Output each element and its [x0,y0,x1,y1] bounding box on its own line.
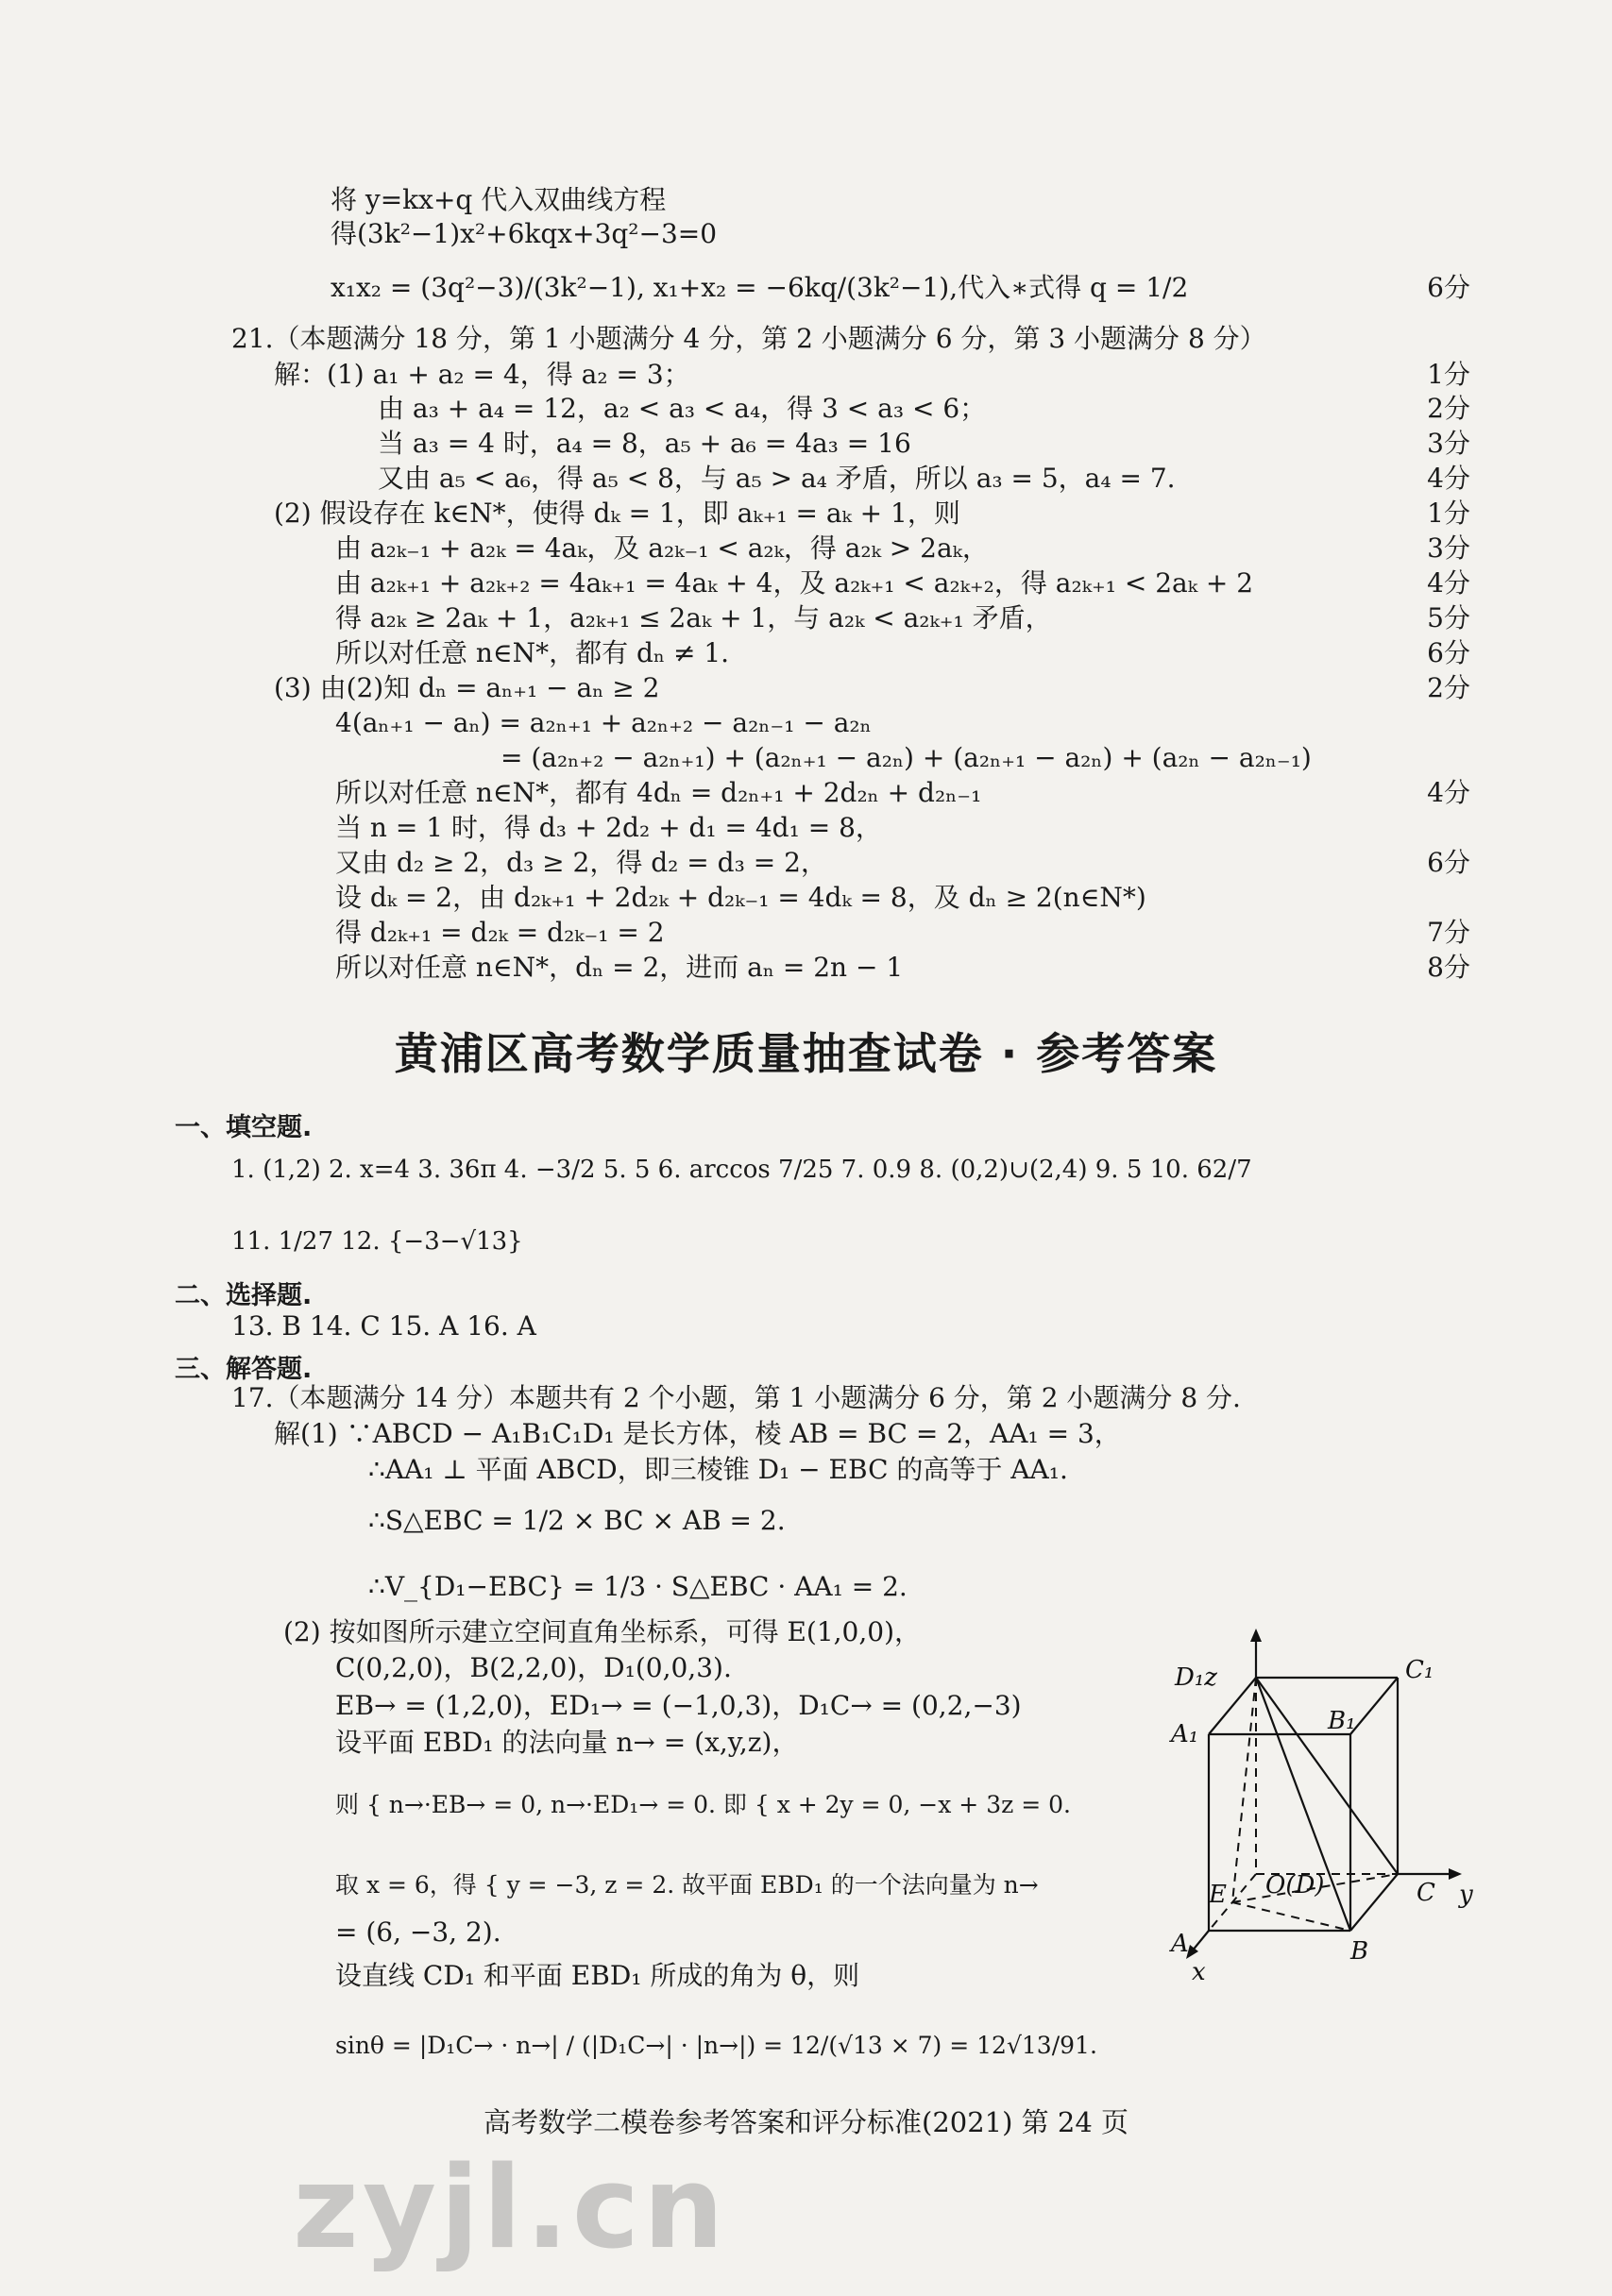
label-C1: C₁ [1405,1656,1434,1684]
label-A: A [1171,1930,1189,1958]
q21-line: 由 a₃ + a₄ = 12，a₂ < a₃ < a₄，得 3 < a₃ < 6； [378,393,987,424]
q21-line: 所以对任意 n∈N*，都有 4dₙ = d₂ₙ₊₁ + 2d₂ₙ + d₂ₙ₋₁ [335,777,982,808]
z-arrow [1250,1629,1262,1642]
q21-line: 解：(1) a₁ + a₂ = 4，得 a₂ = 3； [274,359,690,390]
choice-answers: 13. B 14. C 15. A 16. A [231,1310,536,1342]
section-heading: 三、解答题. [175,1355,313,1384]
q17-line: 设平面 EBD₁ 的法向量 n→ = (x,y,z)， [335,1727,799,1758]
score: 6分 [1427,847,1470,878]
segment-D1C [1256,1678,1398,1874]
continuation-line: x₁x₂ = (3q²−3)/(3k²−1), x₁+x₂ = −6kq/(3k²−1),代入∗式得 q = 1/2 [331,272,1189,303]
label-A1: A₁ [1171,1720,1199,1748]
segment-D1E [1232,1678,1256,1902]
label-B: B [1350,1937,1369,1966]
q17-line: sinθ = |D₁C→ · n→| / (|D₁C→| · |n→|) = 12/(√13 × 7) = 12√13/91. [335,2032,1097,2059]
score: 7分 [1427,917,1470,948]
q17-line: C(0,2,0)，B(2,2,0)，D₁(0,0,3). [335,1652,732,1683]
label-B1: B₁ [1328,1707,1356,1735]
label-C: C [1417,1879,1435,1907]
watermark: zyjl.cn [293,2143,728,2274]
page-footer: 高考数学二模卷参考答案和评分标准(2021) 第 24 页 [484,2106,1128,2138]
score: 3分 [1427,428,1470,459]
q17-line: ∴S△EBC = 1/2 × BC × AB = 2. [368,1505,786,1536]
label-y: y [1459,1881,1473,1909]
edge-B1C1 [1350,1678,1398,1734]
q21-line: 所以对任意 n∈N*，dₙ = 2，进而 aₙ = 2n − 1 [335,952,904,983]
q17-line: 解(1) ∵ABCD − A₁B₁C₁D₁ 是长方体，棱 AB = BC = 2，AA₁ = 3， [274,1418,1121,1449]
q21-line: 得 d₂ₖ₊₁ = d₂ₖ = d₂ₖ₋₁ = 2 [335,917,665,948]
page-title: 黄浦区高考数学质量抽查试卷 · 参考答案 [394,1028,1218,1079]
q21-line: 由 a₂ₖ₋₁ + a₂ₖ = 4aₖ，及 a₂ₖ₋₁ < a₂ₖ，得 a₂ₖ > 2aₖ， [335,532,989,564]
q17-line: 设直线 CD₁ 和平面 EBD₁ 所成的角为 θ，则 [335,1960,860,1991]
continuation-line: 得(3k²−1)x²+6kqx+3q²−3=0 [331,218,718,249]
q17-line: 取 x = 6，得 { y = −3, z = 2. 故平面 EBD₁ 的一个法向量为 n→ [335,1871,1039,1899]
q17-line: 则 { n→·EB→ = 0, n→·ED₁→ = 0. 即 { x + 2y = 0, −x + 3z = 0. [335,1791,1071,1818]
edge-BC [1350,1874,1398,1931]
q21-line: = (a₂ₙ₊₂ − a₂ₙ₊₁) + (a₂ₙ₊₁ − a₂ₙ) + (a₂ₙ₊₁ − a₂ₙ) + (a₂ₙ − a₂ₙ₋₁) [501,742,1312,773]
q21-line: 又由 d₂ ≥ 2，d₃ ≥ 2，得 d₂ = d₃ = 2， [335,847,827,878]
q17-header: 17.（本题满分 14 分）本题共有 2 个小题，第 1 小题满分 6 分，第 2 小题满分 8 分. [231,1382,1241,1413]
y-arrow [1449,1868,1462,1880]
q21-line: 又由 a₅ < a₆，得 a₅ < 8，与 a₅ > a₄ 矛盾，所以 a₃ = 5，a₄ = 7. [378,463,1176,494]
score: 4分 [1427,777,1470,808]
score: 2分 [1427,672,1470,703]
continuation-line: 将 y=kx+q 代入双曲线方程 [331,184,667,215]
q17-line: (2) 按如图所示建立空间直角坐标系，可得 E(1,0,0)， [283,1616,921,1647]
fill-answers: 11. 1/27 12. {−3−√13} [231,1227,523,1256]
label-D1z: D₁z [1175,1663,1217,1692]
score: 8分 [1427,952,1470,983]
q17-line: EB→ = (1,2,0)，ED₁→ = (−1,0,3)，D₁C→ = (0,2,−3) [335,1690,1022,1721]
label-OD: O(D) [1265,1871,1325,1899]
score: 1分 [1427,498,1470,529]
score: 3分 [1427,532,1470,564]
q21-line: 4(aₙ₊₁ − aₙ) = a₂ₙ₊₁ + a₂ₙ₊₂ − a₂ₙ₋₁ − a₂ₙ [335,707,872,738]
segment-EB [1232,1902,1350,1931]
fill-answers: 1. (1,2) 2. x=4 3. 36π 4. −3/2 5. 5 6. arccos 7/25 7. 0.9 8. (0,2)∪(2,4) 9. 5 10. 62/7 [231,1156,1252,1184]
score: 4分 [1427,567,1470,599]
q21-line: (2) 假设存在 k∈N*，使得 dₖ = 1，即 aₖ₊₁ = aₖ + 1，则 [274,498,960,529]
cuboid-figure [1086,1629,1492,1987]
score: 6分 [1427,637,1470,668]
label-E: E [1209,1881,1227,1909]
section-heading: 一、填空题. [175,1113,313,1142]
q17-line: ∴AA₁ ⊥ 平面 ABCD，即三棱锥 D₁ − EBC 的高等于 AA₁. [368,1454,1068,1485]
score: 6分 [1427,272,1470,303]
section-heading: 二、选择题. [175,1281,313,1310]
score: 4分 [1427,463,1470,494]
q17-line: ∴V_{D₁−EBC} = 1/3 · S△EBC · AA₁ = 2. [368,1571,908,1602]
q17-line: = (6, −3, 2). [335,1916,501,1948]
q21-line: (3) 由(2)知 dₙ = aₙ₊₁ − aₙ ≥ 2 [274,672,660,703]
q21-header: 21.（本题满分 18 分，第 1 小题满分 4 分，第 2 小题满分 6 分，第 3 小题满分 8 分） [231,323,1266,354]
q21-line: 当 n = 1 时，得 d₃ + 2d₂ + d₁ = 4d₁ = 8， [335,812,882,843]
score: 2分 [1427,393,1470,424]
q21-line: 所以对任意 n∈N*，都有 dₙ ≠ 1. [335,637,730,668]
label-x: x [1192,1958,1206,1986]
q21-line: 由 a₂ₖ₊₁ + a₂ₖ₊₂ = 4aₖ₊₁ = 4aₖ + 4，及 a₂ₖ₊₁ < a₂ₖ₊₂，得 a₂ₖ₊₁ < 2aₖ + 2 [335,567,1254,599]
q21-line: 当 a₃ = 4 时，a₄ = 8，a₅ + a₆ = 4a₃ = 16 [378,428,911,459]
score: 1分 [1427,359,1470,390]
score: 5分 [1427,602,1470,633]
q21-line: 得 a₂ₖ ≥ 2aₖ + 1，a₂ₖ₊₁ ≤ 2aₖ + 1，与 a₂ₖ < a₂ₖ₊₁ 矛盾， [335,602,1052,633]
q21-line: 设 dₖ = 2，由 d₂ₖ₊₁ + 2d₂ₖ + d₂ₖ₋₁ = 4dₖ = 8，及 dₙ ≥ 2(n∈N*) [335,882,1146,913]
